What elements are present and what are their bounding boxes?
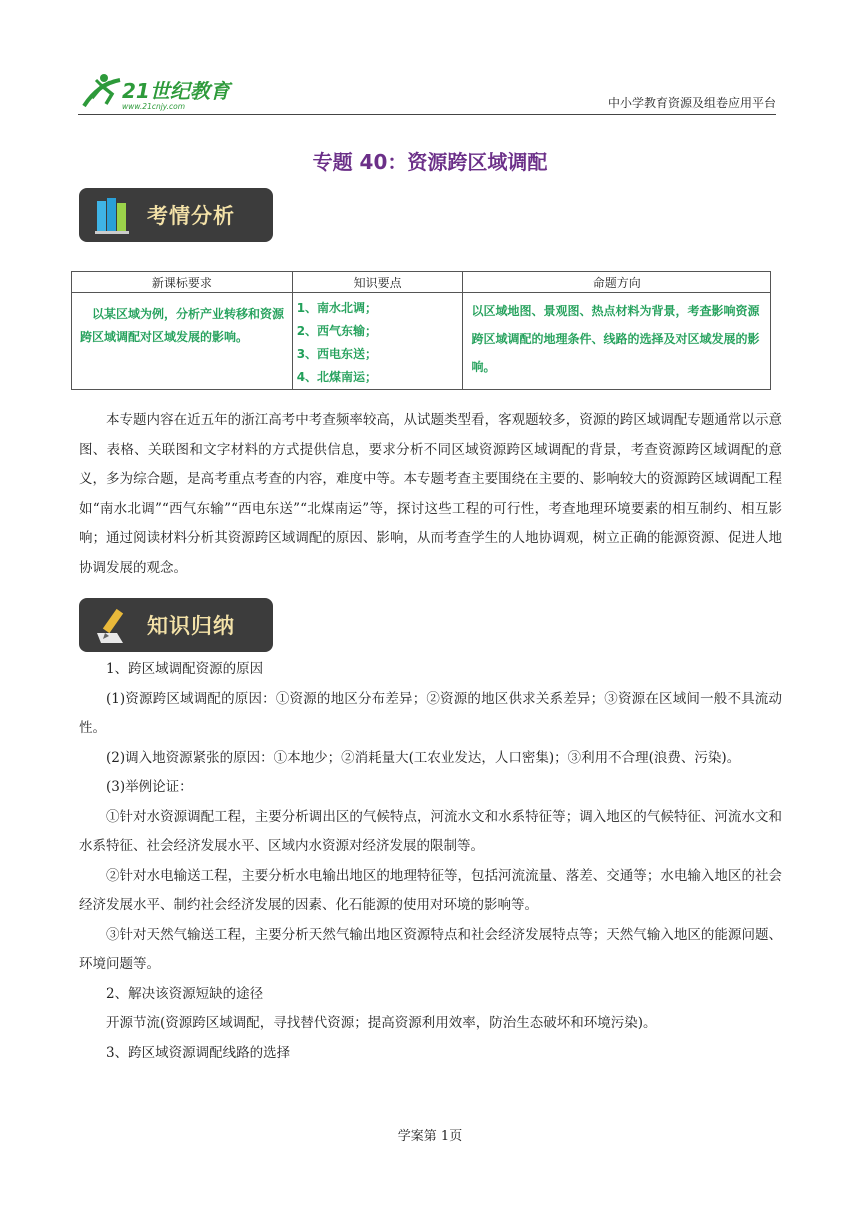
intro-text: 本专题内容在近五年的浙江高考中考查频率较高，从试题类型看，客观题较多，资源的跨区域调配专题通常以示意图、表格、关联图和文字材料的方式提供信息，要求分析不同区域资源跨区域调配的背景，考查资源跨区域调配的意义，多为综合题，是高考重点考查的内容，难度中等。本专题考查主要围绕在主要的、影响较大的资源跨区域调配工程如“南水北调”“西气东输”“西电东送”“北煤南运”等，探讨这些工程的可行性，考查地理环境要素的相互制约、相互影响；通过阅读材料分析其资源跨区域调配的原因、影响，从而考查学生的人地协调观，树立正确的能源资源、促进人地协调发展的观念。 (79, 412, 782, 576)
requirements-table (71, 271, 771, 390)
points-cell (292, 293, 463, 390)
paragraph: (1)资源跨区域调配的原因：①资源的地区分布差异；②资源的地区供求关系差异；③资源在区域间一般不具流动性。 (79, 690, 782, 736)
subheading: 2、解决该资源短缺的途径 (106, 985, 264, 1002)
header-cell: 新课标要求 (72, 272, 293, 293)
knowledge-content (79, 655, 782, 1068)
section-badge-exam-analysis (79, 188, 273, 242)
logo (78, 68, 238, 112)
direction-cell: 以区域地图、景观图、热点材料为背景，考查影响资源跨区域调配的地理条件、线路的选择及对区域发展的影响。 (463, 293, 771, 390)
paragraph: (3)举例论证： (106, 779, 193, 795)
svg-text:www.21cnjy.com: www.21cnjy.com (122, 102, 186, 111)
list-item: 4、北煤南运； (296, 370, 378, 384)
paragraph: ①针对水资源调配工程，主要分析调出区的气候特点，河流水文和水系特征等；调入地区的气候特征、河流水文和水系特征、社会经济发展水平、区域内水资源对经济发展的限制等。 (79, 808, 782, 854)
books-icon (91, 193, 135, 237)
requirement-cell: 以某区域为例，分析产业转移和资源跨区域调配对区域发展的影响。 (72, 293, 293, 390)
svg-text:21世纪教育: 21世纪教育 (122, 79, 230, 103)
page-footer: 学案第 1页 (397, 1129, 463, 1144)
header-cell: 知识要点 (292, 272, 463, 293)
subheading: 3、跨区域资源调配线路的选择 (106, 1044, 291, 1061)
paragraph: (2)调入地资源紧张的原因：①本地少；②消耗量大(工农业发达，人口密集)；③利用不合理(浪费、污染)。 (106, 749, 741, 766)
list-item: 1、南水北调； (296, 301, 378, 315)
paragraph: 开源节流(资源跨区域调配，寻找替代资源；提高资源利用效率，防治生态破坏和环境污染)。 (106, 1015, 657, 1031)
table-row (72, 293, 771, 390)
page-header (78, 62, 776, 115)
section-label: 知识归纳 (147, 614, 235, 638)
section-badge-knowledge (79, 598, 273, 652)
header-cell: 命题方向 (463, 272, 771, 293)
intro-paragraph (79, 406, 782, 583)
page-title: 专题 40：资源跨区域调配 (312, 150, 548, 174)
runner-logo-icon (78, 68, 238, 112)
subheading: 1、跨区域调配资源的原因 (106, 661, 264, 677)
list-item: 3、西电东送； (296, 347, 378, 361)
paragraph: ②针对水电输送工程，主要分析水电输出地区的地理特征等，包括河流流量、落差、交通等；水电输入地区的社会经济发展水平、制约社会经济发展的因素、化石能源的使用对环境的影响等。 (79, 867, 782, 913)
paragraph: ③针对天然气输送工程，主要分析天然气输出地区资源特点和社会经济发展特点等；天然气输入地区的能源问题、环境问题等。 (79, 926, 782, 972)
table-header-row (72, 272, 771, 293)
list-item: 2、西气东输； (296, 324, 378, 338)
section-label: 考情分析 (147, 204, 235, 228)
platform-name: 中小学教育资源及组卷应用平台 (607, 96, 776, 110)
pen-paper-icon (91, 603, 135, 647)
